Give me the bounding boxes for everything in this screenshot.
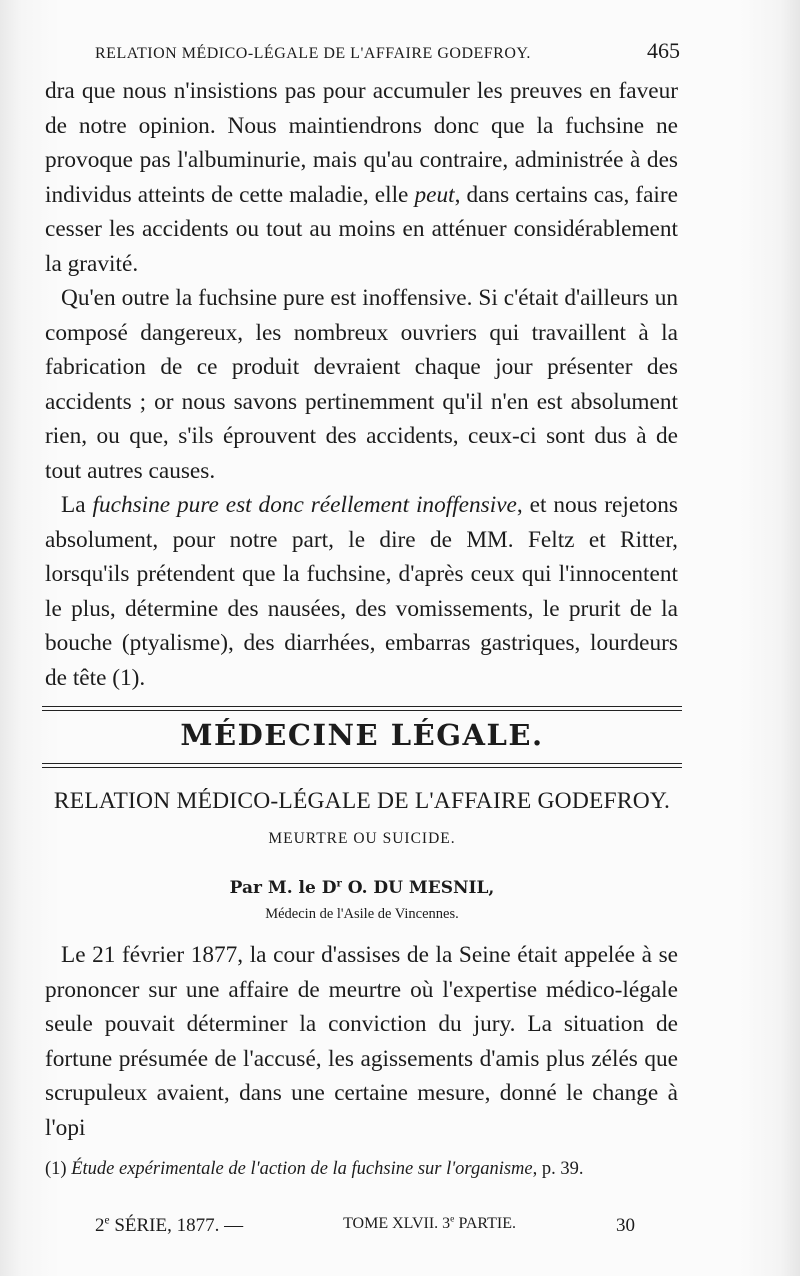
paragraph-2	[45, 281, 678, 488]
sheet-number: 30	[615, 1215, 635, 1236]
paragraph-3-text-b: , et nous rejetons absolument, pour notre part, le dire de MM. Feltz et Ritter, lorsqu'ils prétendent que la fuchsine, d'après ceux qui l'innocentent le plus, détermine des nausées, des vomissements, le prurit de la bouche (ptyalisme), des diarrhées, embarras gastriques, lourdeurs de tête (1).	[45, 492, 678, 691]
section-rule-bottom	[42, 763, 682, 768]
divider	[42, 706, 682, 707]
author-byline	[42, 878, 682, 898]
footnote	[45, 1156, 678, 1183]
paragraph-1	[45, 74, 678, 281]
byline-superscript: r	[336, 877, 342, 890]
section-title: MÉDECINE LÉGALE.	[180, 718, 544, 752]
series-label: SÉRIE, 1877. —	[109, 1215, 244, 1236]
divider	[42, 767, 682, 768]
paragraph-1-text-b: , dans certains cas, faire cesser les accidents ou tout au moins en atténuer considérablement la gravité.	[45, 181, 678, 277]
paragraph-4: Le 21 février 1877, la cour d'assises de la Seine était appelée à se prononcer sur une affaire de meurtre où l'expertise médico-légale seule pouvait déterminer la conviction du jury. La situation de fortune présumée de l'accusé, les agissements d'amis plus zélés que scrupuleux avaient, dans une certaine mesure, donné le change à l'opi	[45, 942, 678, 1141]
divider	[42, 763, 682, 764]
byline-prefix: Par M. le D	[229, 878, 337, 898]
paragraph-3	[45, 488, 678, 695]
page-number: 465	[647, 38, 680, 63]
paragraph-3-text-a: La	[61, 492, 93, 518]
running-head	[95, 38, 680, 64]
article-title: RELATION MÉDICO-LÉGALE DE L'AFFAIRE GODEFROY.	[53, 788, 671, 814]
tome-superscript: e	[450, 1213, 455, 1225]
tome-part: PARTIE.	[454, 1215, 517, 1232]
byline-name: O. DU MESNIL,	[341, 878, 495, 898]
body-text-top	[45, 74, 678, 695]
running-head-title: RELATION MÉDICO-LÉGALE DE L'AFFAIRE GODEFROY.	[95, 45, 531, 62]
divider	[42, 710, 682, 711]
footnote-title: Étude expérimentale de l'action de la fuchsine sur l'organisme	[71, 1159, 533, 1179]
series-superscript: e	[104, 1214, 110, 1227]
footnote-page: , p. 39.	[532, 1159, 584, 1179]
paragraph-2-text: Qu'en outre la fuchsine pure est inoffensive. Si c'était d'ailleurs un composé dangereux, les nombreux ouvriers qui travaillent à la fabrication de ce produit devraient chaque jour présenter des accidents ; or nous savons pertinemment qu'il n'en est absolument rien, ou que, s'ils éprouvent des accidents, ceux-ci sont dus à de tout autres causes.	[45, 285, 678, 484]
tome-label: TOME XLVII. 3	[343, 1215, 451, 1232]
footnote-marker: (1)	[45, 1159, 67, 1179]
page-footer	[95, 1215, 635, 1237]
article-subtitle: MEURTRE OU SUICIDE.	[268, 830, 456, 847]
tome-info	[343, 1215, 516, 1237]
body-text-bottom	[45, 938, 678, 1145]
series-info	[95, 1215, 243, 1237]
section-rule-top	[42, 706, 682, 711]
author-affiliation: Médecin de l'Asile de Vincennes.	[265, 906, 459, 922]
series-number: 2	[95, 1215, 105, 1236]
paragraph-3-italic: fuchsine pure est donc réellement inoffensive	[92, 492, 517, 518]
paragraph-1-italic: peut	[414, 181, 455, 208]
paragraph-1-text-a: dra que nous n'insistions pas pour accumuler les preuves en faveur de notre opinion. Nous maintiendrons donc que la fuchsine ne provoque pas l'albuminurie, mais qu'au contraire, administrée à des individus atteints de cette maladie, elle	[45, 78, 678, 208]
